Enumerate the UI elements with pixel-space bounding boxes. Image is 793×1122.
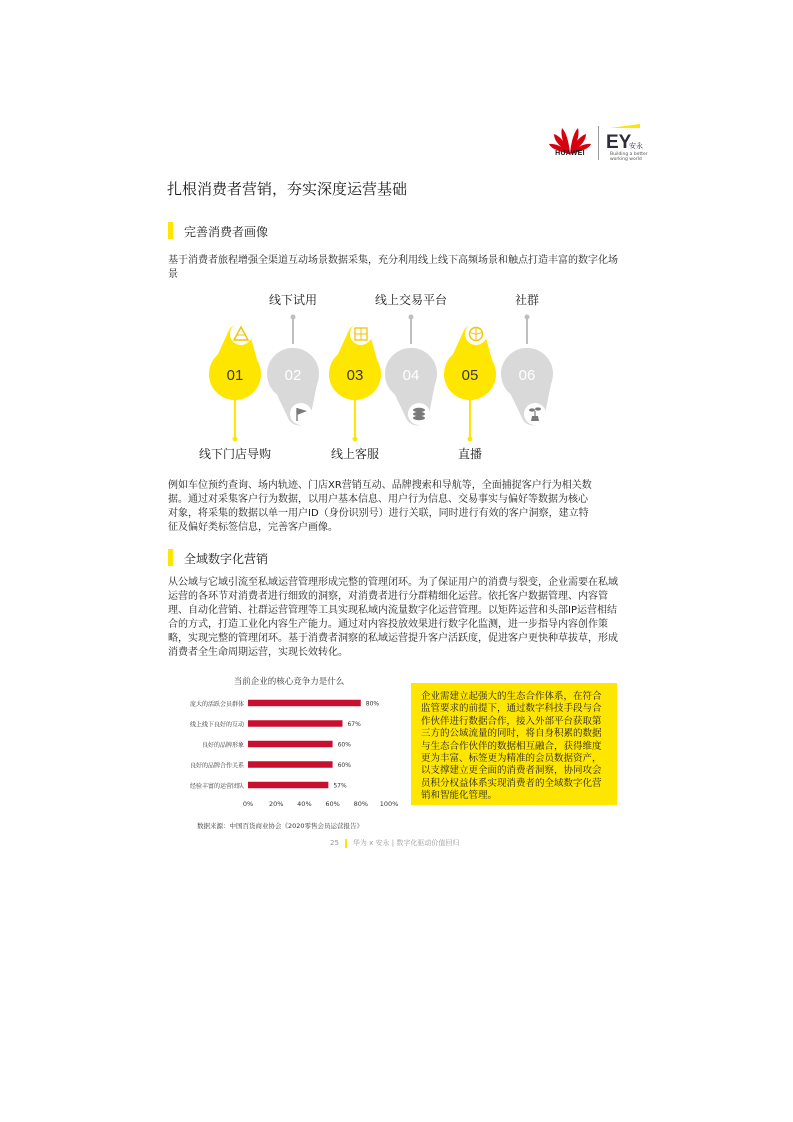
chart-category-label: 经验丰富的运营团队: [189, 783, 244, 790]
chart-tick-label: 40%: [297, 800, 312, 808]
step-label: 线上交易平台: [374, 293, 448, 307]
plant-icon: [524, 403, 546, 425]
step-01: [199, 323, 271, 461]
footer-divider: [345, 839, 347, 848]
chart-bar: [248, 700, 361, 707]
step-number: 05: [461, 367, 479, 384]
step-number: 01: [226, 367, 244, 384]
step-number: 04: [402, 367, 420, 384]
step-number: 03: [346, 367, 364, 384]
flag-icon: [290, 403, 312, 425]
step-number: 06: [518, 367, 536, 384]
step-06: [501, 292, 553, 425]
chart-bar: [248, 761, 333, 768]
step-number: 02: [284, 367, 302, 384]
chart-tick-label: 100%: [379, 800, 399, 808]
chart-value-label: 60%: [337, 741, 351, 749]
ey-tagline: Building a better working world: [610, 152, 648, 162]
chart-category-label: 良好的品牌形象: [201, 742, 244, 749]
huawei-wordmark: HUAWEI: [555, 150, 585, 157]
chart-tick-label: 20%: [268, 800, 284, 808]
chart-value-label: 67%: [347, 721, 361, 728]
chart-title: 当前企业的核心竞争力是什么: [233, 677, 345, 687]
ey-mark-text: EY: [606, 132, 632, 153]
page-number: 25: [330, 839, 339, 847]
chart-bar: [248, 720, 342, 727]
section2-body: 从公域与它域引流至私域运营管理形成完整的管理闭环。为了保证用户的消费与裂变，企业需要在私域运营的各环节对消费者进行细致的洞察，对消费者进行分群精细化运营。依托客户数据管理、内容管理、自动化营销、社群运营管理等工具实现私域内流量数字化运营管理。以矩阵运营和头部IP运营相结合的方式，打造工业化内容生产能力。通过对内容投放效果进行数字化监测，进一步指导内容创作策略，实现完整的管理闭环。基于消费者洞察的私域运营提升客户活跃度，促进客户更快种草拔草，形成消费者全生命周期运营，实现长效转化。: [168, 577, 618, 658]
ball-icon: [465, 323, 487, 345]
chart-value-label: 80%: [365, 700, 380, 708]
pyramid-icon: [230, 323, 252, 345]
step-02: [267, 292, 319, 425]
page-title: 扎根消费者营销，夯实深度运营基础: [167, 180, 408, 198]
step-04: [375, 292, 447, 425]
chart-tick-label: 60%: [325, 800, 340, 808]
step-03: [329, 323, 381, 461]
step-label: 线下试用: [268, 293, 318, 307]
chart-category-label: 线上线下良好的互动: [189, 721, 244, 729]
section1-title: 完善消费者画像: [184, 225, 269, 239]
step-label: 直播: [457, 447, 483, 461]
footer-text: 华为 x 安永 | 数字化驱动价值回归: [352, 839, 460, 847]
chart-value-label: 57%: [333, 782, 347, 790]
section2-marker: [168, 549, 173, 566]
chart-bar: [248, 741, 333, 748]
chart-value-label: 60%: [337, 762, 351, 769]
chart-tick-label: 0%: [242, 800, 254, 808]
section2-title: 全域数字化营销: [184, 552, 269, 566]
step-label: 线上客服: [330, 447, 380, 461]
touchpoint-infographic: [165, 288, 625, 468]
section1-body: 例如车位预约查询、场内轨迹、门店XR营销互动、品牌搜索和导航等，全面捕捉客户行为相关数据。通过对采集客户行为数据，以用户基本信息、用户行为信息、交易事实与偏好等数据为核心对象，将采集的数据以单一用户ID（身份识别号）进行关联，同时进行有效的客户洞察，建立特征及偏好类标签信息，完善客户画像。: [168, 480, 592, 533]
core-competitiveness-chart: [165, 672, 405, 812]
chart-bar: [248, 782, 328, 789]
chart-category-label: 良好的品牌合作关系: [189, 762, 244, 770]
section1-marker: [168, 222, 173, 239]
stack-icon: [408, 403, 430, 425]
chart-source: 数据来源：中国百货商业协会《2020零售会员运营报告》: [197, 822, 364, 830]
chart-category-label: 庞大的活跃会员群体: [189, 701, 244, 708]
step-label: 社群: [514, 293, 540, 307]
chart-tick-label: 80%: [353, 800, 369, 808]
step-05: [444, 323, 496, 461]
step-label: 线下门店导购: [198, 447, 272, 461]
ey-cn-text: 安永: [629, 142, 643, 150]
callout-text: 企业需建立起强大的生态合作体系，在符合监管要求的前提下，通过数字科技手段与合作伙伴进行数据合作，接入外部平台获取第三方的公域流量的同时，将自身积累的数据与生态合作伙伴的数据相互融合，获得维度更为丰富、标签更为精准的会员数据资产，以支撑建立更全面的消费者洞察，协同攻会员积分权益体系实现消费者的全域数字化营销和智能化管理。: [421, 691, 602, 802]
logo-divider: [598, 126, 599, 160]
section1-intro: 基于消费者旅程增强全渠道互动场景数据采集，充分利用线上线下高频场景和触点打造丰富的数字化场景: [168, 255, 618, 280]
grid-icon: [350, 323, 372, 345]
page-footer: [330, 838, 459, 848]
